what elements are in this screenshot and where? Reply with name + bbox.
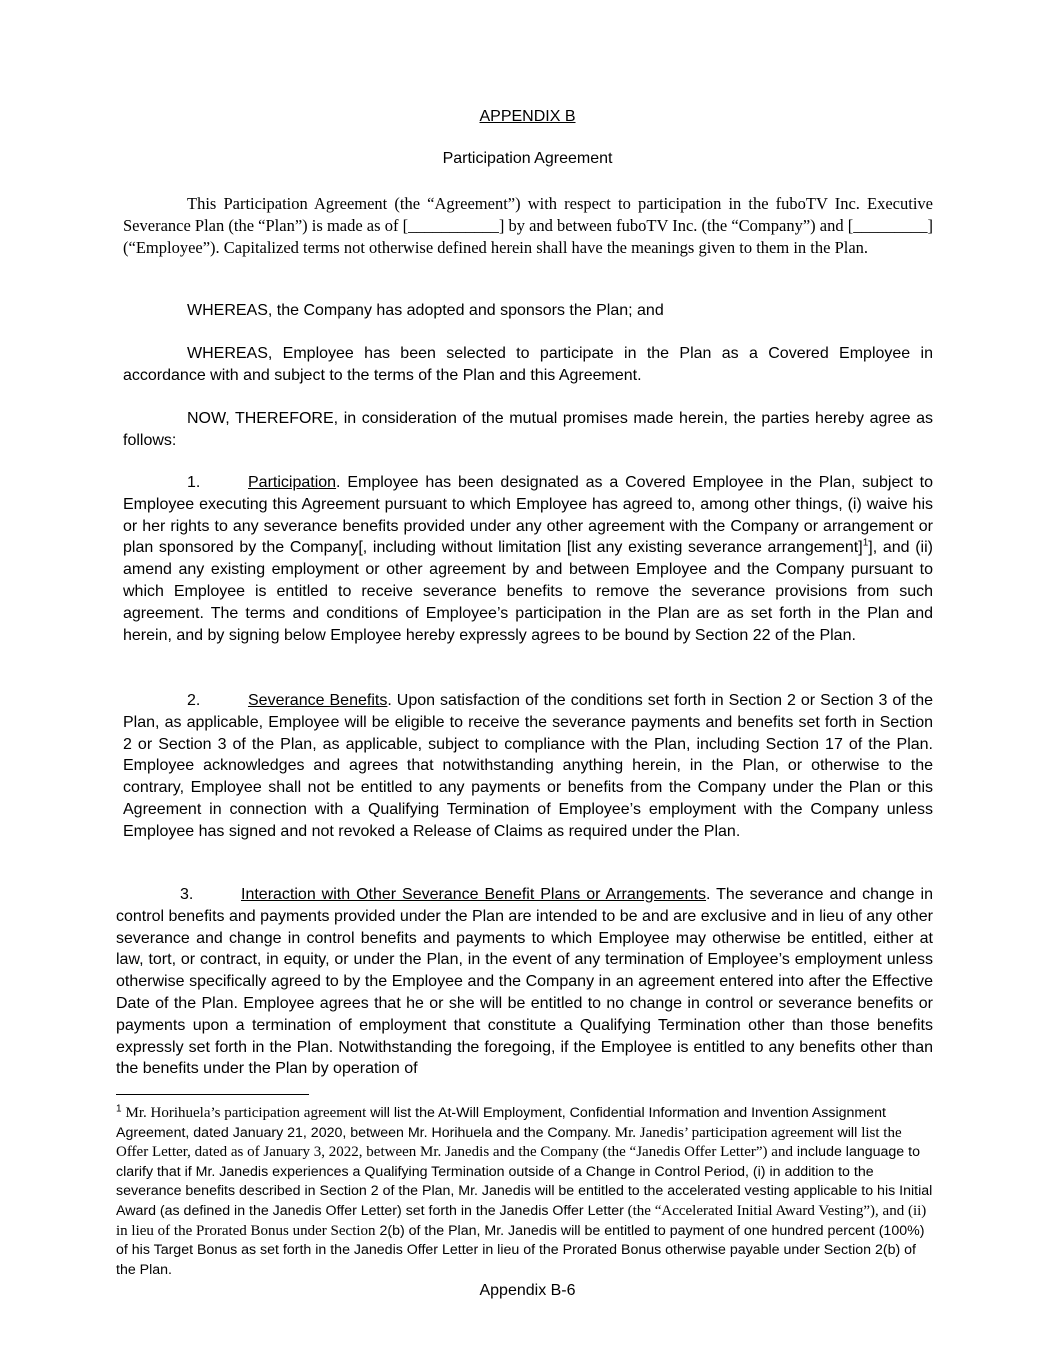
section-1-paragraph (123, 472, 933, 646)
footnote-text-6: include language to clarify that if Mr. Janedis experiences a Qualifying Termination outside of a Change in Control Period, (i) in addition to the severance benefits described in Section 2 of the Plan, Mr. Janedis will be entitled to the accelerated vesting applicable to his Initial Award (as defined in the Janedis Offer Letter) set forth in the Janedis Offer Letter (116, 1144, 933, 1219)
section-1-text: . Employee has been designated as a Covered Employee in the Plan, subject to Employee executing this Agreement pursuant to which Employee has agreed to, among other things, (i) waive his or her rights to any severance benefits provided under any other agreement with the Company or arrangement or plan sponsored by the Company[, including without limitation [list any existing severance arrangement] (123, 474, 933, 557)
footnote-text-3: Mr. Janedis’ participation agreement (611, 1124, 834, 1141)
footnote-text-4: will (833, 1124, 862, 1141)
section-3-number: 3. (180, 886, 194, 903)
section-3-paragraph (116, 884, 933, 1080)
section-2-text: . Upon satisfaction of the conditions set forth in Section 2 or Section 3 of the Plan, as applicable, Employee will be eligible to receive the severance payments and benefits set forth in Section 2 or Section 3 of the Plan, as applicable, subject to compliance with the Plan, including Section 17 of the Plan. Employee acknowledges and agrees that notwithstanding anything herein, in the Plan, or otherwise to the contrary, Employee shall not be entitled to any payments or benefits from the Company under the Plan or this Agreement in connection with a Qualifying Termination of Employee’s employment with the Company unless Employee has signed and not revoked a Release of Claims as required under the Plan. (123, 692, 934, 840)
section-1-heading: Participation (248, 474, 337, 491)
footnote-text-1: Mr. Horihuela’s participation agreement (125, 1105, 367, 1121)
footnote-text-7: (the “Accelerated Initial Award Vesting”), and (ii) in lieu of the Prorated Bonus under Section (116, 1202, 927, 1239)
appendix-title: APPENDIX B (479, 108, 576, 125)
footnote (116, 1104, 933, 1280)
page-number: Appendix B-6 (479, 1282, 576, 1299)
footnote-marker: 1 (116, 1103, 122, 1115)
section-1-number: 1. (187, 474, 201, 491)
section-2-number: 2. (187, 692, 201, 709)
section-2-paragraph (123, 690, 933, 843)
footnote-text-8: 2(b) of the Plan, Mr. Janedis will be entitled to payment of one hundred percent (100%) of his Target Bonus as set forth in the Janedis Offer Letter in lieu of the Prorated Bonus otherwise payable under Section 2(b) of the Plan. (116, 1222, 925, 1278)
section-3-heading: Interaction with Other Severance Benefit Plans or Arrangements (241, 886, 707, 903)
footnote-separator (116, 1094, 309, 1095)
now-therefore-paragraph: NOW, THEREFORE, in consideration of the mutual promises made herein, the parties hereby agree as follows: (123, 410, 933, 449)
section-2-heading: Severance Benefits (248, 692, 388, 709)
footnote-text-2: will list the At-Will Employment, Confidential Information and Invention Assignment Agreement, dated January 21, 2020, between Mr. Horihuela and the Company. (116, 1105, 886, 1141)
footnote-reference: 1 (862, 538, 869, 550)
intro-paragraph: This Participation Agreement (the “Agreement”) with respect to participation in the fuboTV Inc. Executive Severance Plan (the “Plan”) is made as of [___________] by and between fuboTV Inc. (the “Company”) and [_________] (“Employee”). Capitalized terms not otherwise defined herein shall have the meanings given to them in the Plan. (123, 194, 933, 257)
whereas-paragraph-2: WHEREAS, Employee has been selected to participate in the Plan as a Covered Employee in accordance with and subject to the terms of the Plan and this Agreement. (123, 345, 933, 384)
footnote-text-5: list the Offer Letter, dated as of January 3, 2022, between Mr. Janedis and the Company (the “Janedis Offer Letter”) and (116, 1124, 902, 1161)
section-3-text: . The severance and change in control benefits and payments provided under the Plan are intended to be and are exclusive and in lieu of any other severance and change in control benefits and payments to which Employee may otherwise be entitled, either at law, tort, or contract, in equity, or under the Plan, in the event of any termination of Employee’s employment unless otherwise specifically agreed to by the Employee and the Company in an agreement entered into after the Effective Date of the Plan. Employee agrees that he or she will be entitled to no change in control or severance benefits or payments upon a termination of employment that constitute a Qualifying Termination other than those benefits expressly set forth in the Plan. Notwithstanding the foregoing, if the Employee is entitled to any benefits other than the benefits under the Plan by operation of (116, 886, 933, 1078)
whereas-paragraph-1: WHEREAS, the Company has adopted and sponsors the Plan; and (187, 302, 664, 319)
document-subtitle: Participation Agreement (442, 150, 613, 167)
section-1-text-continued: ], and (ii) amend any existing employment or other agreement by and between Employee and the Company pursuant to which Employee is entitled to receive severance benefits to remove the severance provisions from such agreement. The terms and conditions of Employee’s participation in the Plan are as set forth in the Plan and herein, and by signing below Employee hereby expressly agrees to be bound by Section 22 of the Plan. (123, 539, 933, 644)
